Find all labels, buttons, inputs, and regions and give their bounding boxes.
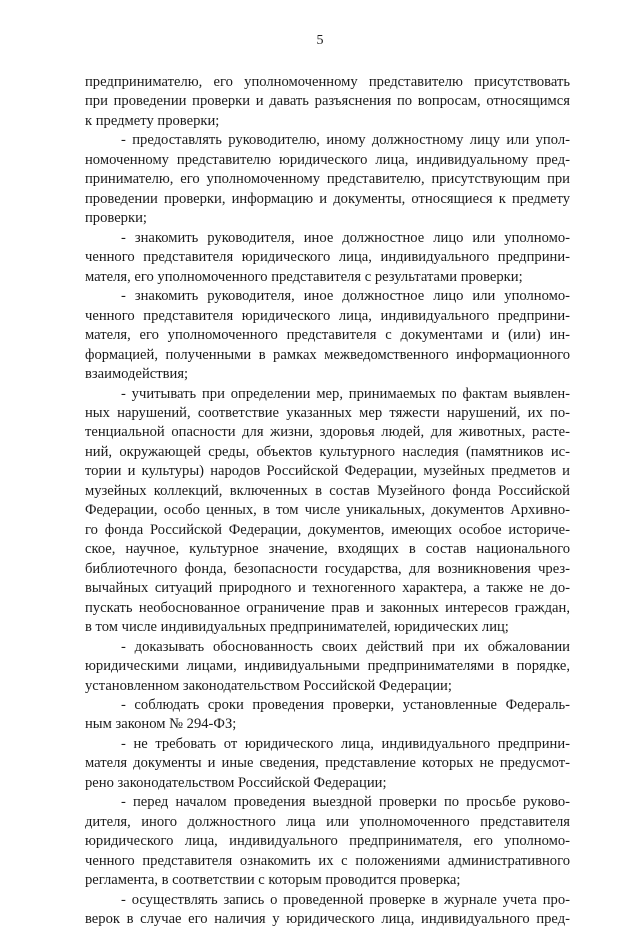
text-line: вычайных ситуаций природного и техногенного характера, а также не до- (85, 580, 570, 597)
text-line: проверки; (85, 210, 147, 227)
text-line: - знакомить руководителя, иное должностное лицо или уполномо- (121, 288, 570, 305)
text-line: принимателю, его уполномоченному представителю, присутствующим при (85, 171, 570, 188)
text-line: Федерации, особо ценных, в том числе уникальных, документов Архивно- (85, 502, 570, 519)
text-line: библиотечного фонда, безопасности государства, для возникновения чрез- (85, 560, 570, 577)
text-line: юридического лица, индивидуального предпринимателя, его уполномо- (85, 833, 570, 850)
text-line: - не требовать от юридического лица, индивидуального предприни- (121, 735, 570, 752)
text-line: - доказывать обоснованность своих действий при их обжаловании (121, 638, 570, 655)
text-line: ское, научное, культурное значение, входящих в состав национального (85, 541, 570, 558)
text-line: мателя, его уполномоченного представителя с результатами проверки; (85, 268, 523, 285)
text-line: - знакомить руководителя, иное должностное лицо или уполномо- (121, 229, 570, 246)
text-line: - перед началом проведения выездной проверки по просьбе руково- (121, 794, 570, 811)
text-line: при проведении проверки и давать разъяснения по вопросам, относящимся (85, 93, 570, 110)
text-line: к предмету проверки; (85, 112, 220, 129)
text-line: тенциальной опасности для жизни, здоровья людей, для животных, расте- (85, 424, 570, 441)
text-line: взаимодействия; (85, 366, 189, 383)
text-line: юридическими лицами, индивидуальными предпринимателями в порядке, (85, 658, 570, 675)
text-line: проведении проверки, информацию и документы, относящиеся к предмету (85, 190, 570, 207)
text-line: формацией, полученными в рамках межведомственного информационного (85, 346, 570, 363)
text-line: мателя документы и иные сведения, представление которых не предусмот- (85, 755, 570, 772)
text-line: ченного представителя юридического лица, индивидуального предприни- (85, 307, 570, 324)
text-line: го фонда Российской Федерации, документов, имеющих особое историче- (85, 521, 570, 538)
text-line: ченного представителя ознакомить их с положениями административного (85, 852, 570, 869)
text-line: пускать необоснованное ограничение прав и законных интересов граждан, (85, 599, 570, 616)
text-line: в том числе индивидуальных предпринимателей, юридических лиц; (85, 619, 509, 636)
text-line: рено законодательством Российской Федерации; (85, 774, 387, 791)
text-line: дителя, иного должностного лица или уполномоченного представителя (85, 813, 570, 830)
text-line: - учитывать при определении мер, принимаемых по фактам выявлен- (121, 385, 570, 402)
text-line: тории и культуры) народов Российской Федерации, музейных предметов и (85, 463, 570, 480)
text-line: ным законом № 294-ФЗ; (85, 716, 237, 733)
text-line: - предоставлять руководителю, иному должностному лицу или упол- (121, 132, 570, 149)
page-number: 5 (316, 33, 324, 48)
text-line: музейных коллекций, включенных в состав Музейного фонда Российской (85, 482, 570, 499)
text-line: ных нарушений, соответствие указанных мер тяжести нарушений, их по- (85, 404, 570, 421)
text-line: предпринимателю, его уполномоченному представителю присутствовать (85, 74, 570, 90)
text-line: - соблюдать сроки проведения проверки, установленные Федераль- (121, 697, 570, 713)
text-line: регламента, в соответствии с которым проводится проверка; (85, 872, 461, 889)
document-body (85, 73, 570, 930)
text-line: установленном законодательством Российской Федерации; (85, 677, 452, 694)
text-line: мателя, его уполномоченного представителя с документами и (или) ин- (85, 327, 570, 344)
text-line: верок в случае его наличия у юридического лица, индивидуального пред- (85, 911, 570, 928)
text-line: ченного представителя юридического лица, индивидуального предприни- (85, 249, 570, 266)
text-line: - осуществлять запись о проведенной проверке в журнале учета про- (121, 891, 570, 908)
text-line: ний, окружающей среды, объектов культурного наследия (памятников ис- (85, 443, 570, 460)
text-line: номоченному представителю юридического лица, индивидуальному пред- (85, 151, 570, 168)
